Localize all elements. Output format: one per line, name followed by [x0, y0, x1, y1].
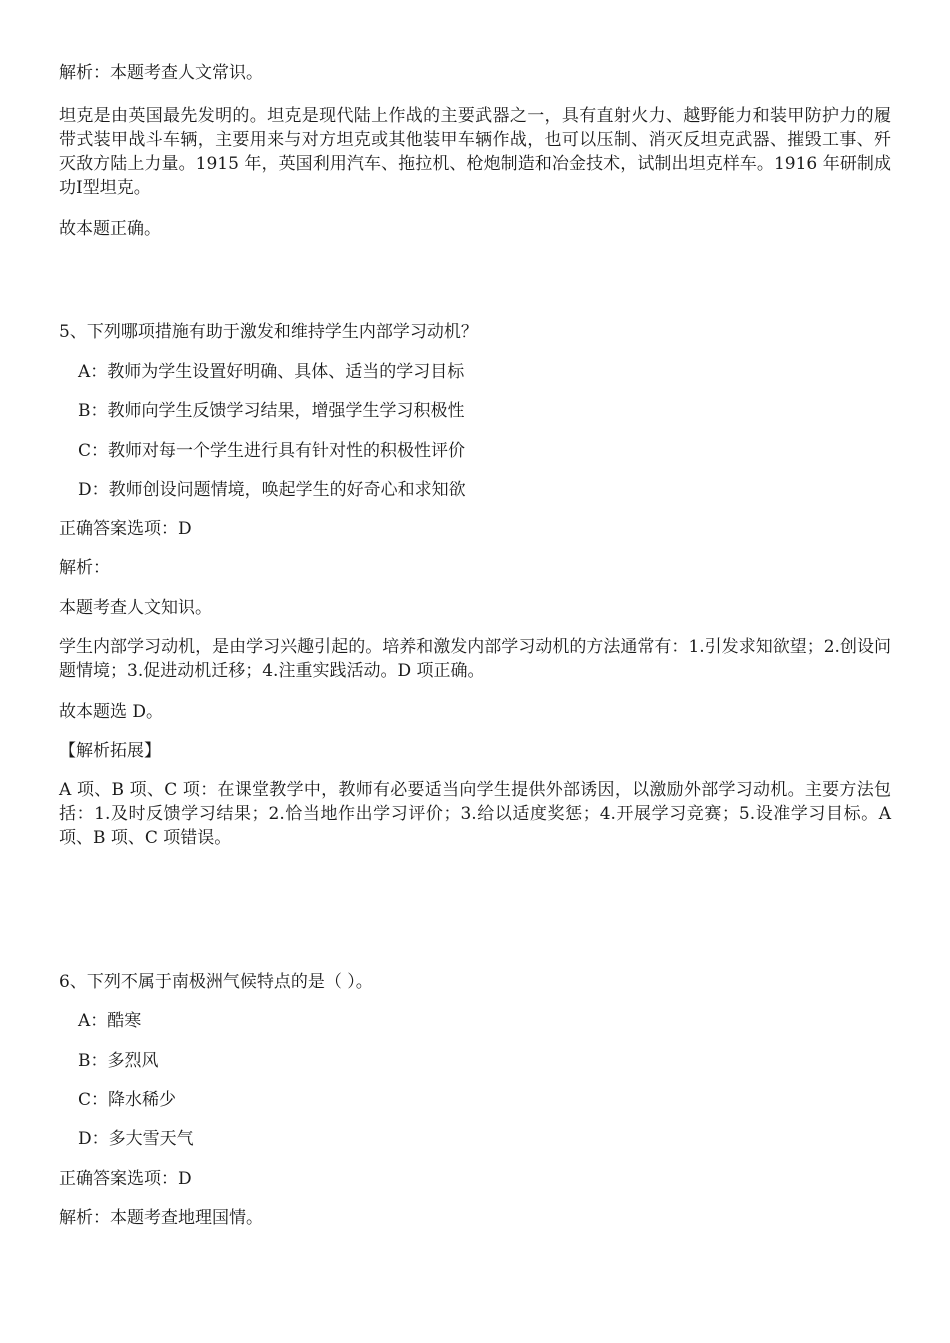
question-5-option-a: A：教师为学生设置好明确、具体、适当的学习目标 — [78, 362, 465, 382]
question-5-extension-title: 【解析拓展】 — [59, 741, 161, 761]
question-5-conclusion: 故本题选 D。 — [59, 702, 164, 722]
question-5-extension-body: A 项、B 项、C 项：在课堂教学中，教师有必要适当向学生提供外部诱因，以激励外部学习动机。主要方法包括：1.及时反馈学习结果；2.恰当地作出学习评价；3.给以适度奖惩；4.开展学习竞赛；5.设准学习目标。A 项、B 项、C 项错误。 — [59, 780, 891, 848]
question-6-option-c: C：降水稀少 — [78, 1090, 177, 1110]
conclusion-text: 故本题正确。 — [59, 219, 161, 239]
question-6-title: 6、下列不属于南极洲气候特点的是（ ）。 — [59, 972, 373, 992]
analysis-text: 解析：本题考查人文常识。 — [59, 63, 263, 83]
question-5-option-d: D：教师创设问题情境，唤起学生的好奇心和求知欲 — [78, 480, 466, 500]
question-6-option-d: D：多大雪天气 — [78, 1129, 194, 1149]
question-5-answer: 正确答案选项：D — [59, 519, 192, 539]
question-5-analysis-label: 解析： — [59, 558, 110, 578]
question-5-option-c: C：教师对每一个学生进行具有针对性的积极性评价 — [78, 441, 466, 461]
question-5-analysis-topic: 本题考查人文知识。 — [59, 598, 212, 618]
question-5-analysis-body: 学生内部学习动机，是由学习兴趣引起的。培养和激发内部学习动机的方法通常有：1.引发求知欲望；2.创设问题情境；3.促进动机迁移；4.注重实践活动。D 项正确。 — [59, 637, 891, 681]
question-6-analysis: 解析：本题考查地理国情。 — [59, 1208, 263, 1228]
question-6-option-b: B：多烈风 — [78, 1051, 159, 1071]
question-6-answer: 正确答案选项：D — [59, 1169, 192, 1189]
question-5-title: 5、下列哪项措施有助于激发和维持学生内部学习动机？ — [59, 322, 478, 342]
explanation-paragraph: 坦克是由英国最先发明的。坦克是现代陆上作战的主要武器之一，具有直射火力、越野能力和装甲防护力的履带式装甲战斗车辆，主要用来与对方坦克或其他装甲车辆作战，也可以压制、消灭反坦克武器、摧毁工事、歼灭敌方陆上力量。1915 年，英国利用汽车、拖拉机、枪炮制造和冶金技术，试制出坦克样车。1916 年研制成功Ⅰ型坦克。 — [59, 106, 891, 198]
question-6-option-a: A：酷寒 — [78, 1011, 142, 1031]
question-5-option-b: B：教师向学生反馈学习结果，增强学生学习积极性 — [78, 401, 465, 421]
